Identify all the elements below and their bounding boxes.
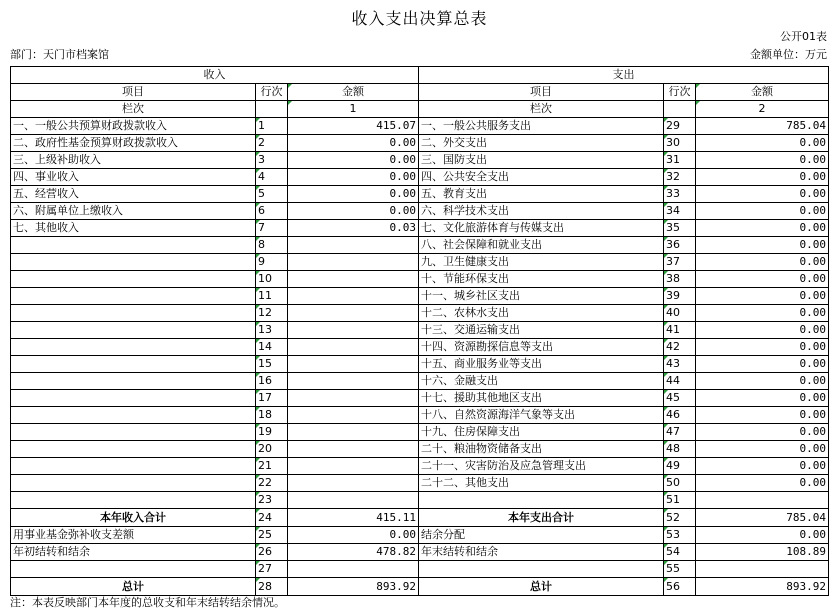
expense-line-no: 47 (664, 424, 696, 441)
table-row (11, 169, 829, 186)
fund-amount: 0.00 (288, 527, 419, 544)
income-item: 四、事业收入 (11, 169, 256, 186)
expense-line-no: 45 (664, 390, 696, 407)
expense-line-no: 46 (664, 407, 696, 424)
expense-item: 十五、商业服务业等支出 (419, 356, 664, 373)
expense-amount: 0.00 (696, 322, 829, 339)
unit-label: 金额单位：万元 (750, 48, 827, 61)
income-amount (288, 288, 419, 305)
income-line-no: 14 (256, 339, 288, 356)
income-line-no: 23 (256, 492, 288, 509)
expense-line-no: 42 (664, 339, 696, 356)
blank-expense-no: 55 (664, 561, 696, 578)
income-line-no: 17 (256, 390, 288, 407)
expense-item: 五、教育支出 (419, 186, 664, 203)
begin-balance-label: 年初结转和结余 (11, 544, 256, 561)
income-amount: 0.03 (288, 220, 419, 237)
expense-amount: 0.00 (696, 203, 829, 220)
income-line-no: 6 (256, 203, 288, 220)
income-amount (288, 458, 419, 475)
expense-item: 十一、城乡社区支出 (419, 288, 664, 305)
income-grand-total-amount: 893.92 (288, 578, 419, 596)
begin-balance-no: 26 (256, 544, 288, 561)
table-row (11, 407, 829, 424)
income-item (11, 305, 256, 322)
income-amount (288, 492, 419, 509)
income-line-no: 7 (256, 220, 288, 237)
expense-line-no: 32 (664, 169, 696, 186)
expense-column-label: 栏次 (419, 101, 664, 118)
table-row (11, 322, 829, 339)
income-expense-table (10, 66, 829, 596)
income-amount (288, 407, 419, 424)
income-line-no: 20 (256, 441, 288, 458)
income-amount (288, 322, 419, 339)
income-line-no: 1 (256, 118, 288, 135)
expense-amount: 0.00 (696, 390, 829, 407)
expense-item: 四、公共安全支出 (419, 169, 664, 186)
income-amount (288, 237, 419, 254)
department-label: 部门：天门市档案馆 (10, 48, 109, 61)
expense-column-blank (664, 101, 696, 118)
income-amount: 0.00 (288, 169, 419, 186)
blank-row (11, 561, 829, 578)
expense-grand-total-label: 总计 (419, 578, 664, 596)
expense-item: 十四、资源勘探信息等支出 (419, 339, 664, 356)
income-amount (288, 390, 419, 407)
expense-amount: 0.00 (696, 288, 829, 305)
income-amount (288, 373, 419, 390)
expense-item: 六、科学技术支出 (419, 203, 664, 220)
income-item: 三、上级补助收入 (11, 152, 256, 169)
table-row (11, 390, 829, 407)
income-line-no: 5 (256, 186, 288, 203)
expense-line-no: 41 (664, 322, 696, 339)
table-row (11, 220, 829, 237)
income-column-number: 1 (288, 101, 419, 118)
table-row (11, 203, 829, 220)
expense-amount: 0.00 (696, 220, 829, 237)
expense-line-no: 35 (664, 220, 696, 237)
section-header-row (11, 67, 829, 84)
table-row (11, 441, 829, 458)
expense-line-no: 29 (664, 118, 696, 135)
income-item: 二、政府性基金预算财政拨款收入 (11, 135, 256, 152)
income-item (11, 356, 256, 373)
column-number-row (11, 101, 829, 118)
table-row (11, 458, 829, 475)
expense-line-no: 33 (664, 186, 696, 203)
income-item: 一、一般公共预算财政拨款收入 (11, 118, 256, 135)
expense-item: 七、文化旅游体育与传媒支出 (419, 220, 664, 237)
income-column-label: 栏次 (11, 101, 256, 118)
expense-amount: 0.00 (696, 305, 829, 322)
table-row (11, 254, 829, 271)
income-line-no: 3 (256, 152, 288, 169)
expense-item: 十、节能环保支出 (419, 271, 664, 288)
blank-income-no: 27 (256, 561, 288, 578)
blank-expense-item (419, 561, 664, 578)
expense-item (419, 492, 664, 509)
income-line-no: 22 (256, 475, 288, 492)
expense-line-no: 44 (664, 373, 696, 390)
expense-item: 一、一般公共服务支出 (419, 118, 664, 135)
expense-item: 十八、自然资源海洋气象等支出 (419, 407, 664, 424)
expense-total-amount: 785.04 (696, 509, 829, 527)
income-line-no: 2 (256, 135, 288, 152)
expense-item: 二十、粮油物资储备支出 (419, 441, 664, 458)
expense-grand-total-no: 56 (664, 578, 696, 596)
expense-amount: 0.00 (696, 135, 829, 152)
expense-item: 二十一、灾害防治及应急管理支出 (419, 458, 664, 475)
expense-line-no: 51 (664, 492, 696, 509)
income-amount (288, 271, 419, 288)
table-row (11, 492, 829, 509)
expense-line-no: 30 (664, 135, 696, 152)
income-line-no: 9 (256, 254, 288, 271)
table-row (11, 288, 829, 305)
expense-column-number: 2 (696, 101, 829, 118)
expense-item: 二、外交支出 (419, 135, 664, 152)
income-item-header: 项目 (11, 84, 256, 101)
income-item (11, 475, 256, 492)
income-item (11, 458, 256, 475)
surplus-amount: 0.00 (696, 527, 829, 544)
income-line-no: 11 (256, 288, 288, 305)
income-item (11, 424, 256, 441)
income-line-no: 10 (256, 271, 288, 288)
income-amount: 0.00 (288, 186, 419, 203)
expense-total-label: 本年支出合计 (419, 509, 664, 527)
expense-header: 支出 (419, 67, 829, 84)
year-total-row (11, 509, 829, 527)
expense-amount: 0.00 (696, 339, 829, 356)
expense-amount: 0.00 (696, 424, 829, 441)
expense-amount: 0.00 (696, 458, 829, 475)
income-item (11, 288, 256, 305)
income-line-no: 4 (256, 169, 288, 186)
expense-line-no: 31 (664, 152, 696, 169)
table-row (11, 186, 829, 203)
expense-amount: 0.00 (696, 373, 829, 390)
income-amount (288, 305, 419, 322)
income-line-no: 13 (256, 322, 288, 339)
expense-item: 十七、援助其他地区支出 (419, 390, 664, 407)
expense-line-no: 49 (664, 458, 696, 475)
table-row (11, 237, 829, 254)
income-total-amount: 415.11 (288, 509, 419, 527)
expense-item: 十九、住房保障支出 (419, 424, 664, 441)
income-amount (288, 424, 419, 441)
expense-line-no: 38 (664, 271, 696, 288)
expense-line-no: 34 (664, 203, 696, 220)
expense-item: 八、社会保障和就业支出 (419, 237, 664, 254)
carryover-row (11, 544, 829, 561)
income-header: 收入 (11, 67, 419, 84)
end-balance-no: 54 (664, 544, 696, 561)
table-row (11, 475, 829, 492)
table-row (11, 118, 829, 135)
blank-income-item (11, 561, 256, 578)
income-amount (288, 254, 419, 271)
table-body (11, 67, 829, 596)
income-item: 七、其他收入 (11, 220, 256, 237)
blank-expense-amount (696, 561, 829, 578)
expense-line-header: 行次 (664, 84, 696, 101)
table-row (11, 356, 829, 373)
expense-item: 十三、交通运输支出 (419, 322, 664, 339)
income-item (11, 271, 256, 288)
expense-line-no: 50 (664, 475, 696, 492)
expense-amount: 0.00 (696, 186, 829, 203)
surplus-label: 结余分配 (419, 527, 664, 544)
income-amount: 0.00 (288, 135, 419, 152)
income-amount: 0.00 (288, 152, 419, 169)
end-balance-amount: 108.89 (696, 544, 829, 561)
expense-amount-header: 金额 (696, 84, 829, 101)
income-amount (288, 475, 419, 492)
expense-amount: 0.00 (696, 407, 829, 424)
income-total-no: 24 (256, 509, 288, 527)
income-line-header: 行次 (256, 84, 288, 101)
expense-item: 三、国防支出 (419, 152, 664, 169)
expense-line-no: 39 (664, 288, 696, 305)
income-item: 六、附属单位上缴收入 (11, 203, 256, 220)
income-line-no: 8 (256, 237, 288, 254)
income-item (11, 492, 256, 509)
blank-income-amount (288, 561, 419, 578)
expense-amount (696, 492, 829, 509)
income-column-blank (256, 101, 288, 118)
expense-line-no: 48 (664, 441, 696, 458)
table-row (11, 152, 829, 169)
expense-line-no: 36 (664, 237, 696, 254)
income-amount: 415.07 (288, 118, 419, 135)
income-amount (288, 339, 419, 356)
expense-line-no: 40 (664, 305, 696, 322)
income-item (11, 441, 256, 458)
expense-item: 九、卫生健康支出 (419, 254, 664, 271)
income-amount (288, 356, 419, 373)
income-amount-header: 金额 (288, 84, 419, 101)
fund-label: 用事业基金弥补收支差额 (11, 527, 256, 544)
footnote: 注：本表反映部门本年度的总收支和年末结转结余情况。 (10, 596, 285, 609)
fund-row (11, 527, 829, 544)
table-row (11, 135, 829, 152)
fund-no: 25 (256, 527, 288, 544)
expense-total-no: 52 (664, 509, 696, 527)
expense-item: 十六、金融支出 (419, 373, 664, 390)
expense-amount: 0.00 (696, 475, 829, 492)
expense-amount: 0.00 (696, 237, 829, 254)
income-line-no: 12 (256, 305, 288, 322)
income-amount: 0.00 (288, 203, 419, 220)
grand-total-row (11, 578, 829, 596)
surplus-no: 53 (664, 527, 696, 544)
expense-amount: 785.04 (696, 118, 829, 135)
income-item (11, 407, 256, 424)
income-item (11, 254, 256, 271)
table-row (11, 373, 829, 390)
income-item (11, 322, 256, 339)
income-item (11, 339, 256, 356)
column-header-row (11, 84, 829, 101)
expense-grand-total-amount: 893.92 (696, 578, 829, 596)
expense-item-header: 项目 (419, 84, 664, 101)
income-item: 五、经营收入 (11, 186, 256, 203)
income-line-no: 18 (256, 407, 288, 424)
table-row (11, 339, 829, 356)
expense-amount: 0.00 (696, 152, 829, 169)
income-line-no: 16 (256, 373, 288, 390)
income-item (11, 237, 256, 254)
income-line-no: 21 (256, 458, 288, 475)
income-item (11, 390, 256, 407)
expense-amount: 0.00 (696, 169, 829, 186)
income-amount (288, 441, 419, 458)
table-row (11, 305, 829, 322)
income-grand-total-label: 总计 (11, 578, 256, 596)
expense-line-no: 43 (664, 356, 696, 373)
expense-item: 十二、农林水支出 (419, 305, 664, 322)
table-row (11, 271, 829, 288)
begin-balance-amount: 478.82 (288, 544, 419, 561)
income-item (11, 373, 256, 390)
expense-amount: 0.00 (696, 356, 829, 373)
page-title: 收入支出决算总表 (351, 9, 488, 28)
income-total-label: 本年收入合计 (11, 509, 256, 527)
expense-line-no: 37 (664, 254, 696, 271)
expense-amount: 0.00 (696, 441, 829, 458)
expense-amount: 0.00 (696, 254, 829, 271)
table-row (11, 424, 829, 441)
end-balance-label: 年末结转和结余 (419, 544, 664, 561)
income-grand-total-no: 28 (256, 578, 288, 596)
income-line-no: 15 (256, 356, 288, 373)
expense-item: 二十二、其他支出 (419, 475, 664, 492)
form-code: 公开01表 (780, 30, 827, 43)
expense-amount: 0.00 (696, 271, 829, 288)
income-line-no: 19 (256, 424, 288, 441)
